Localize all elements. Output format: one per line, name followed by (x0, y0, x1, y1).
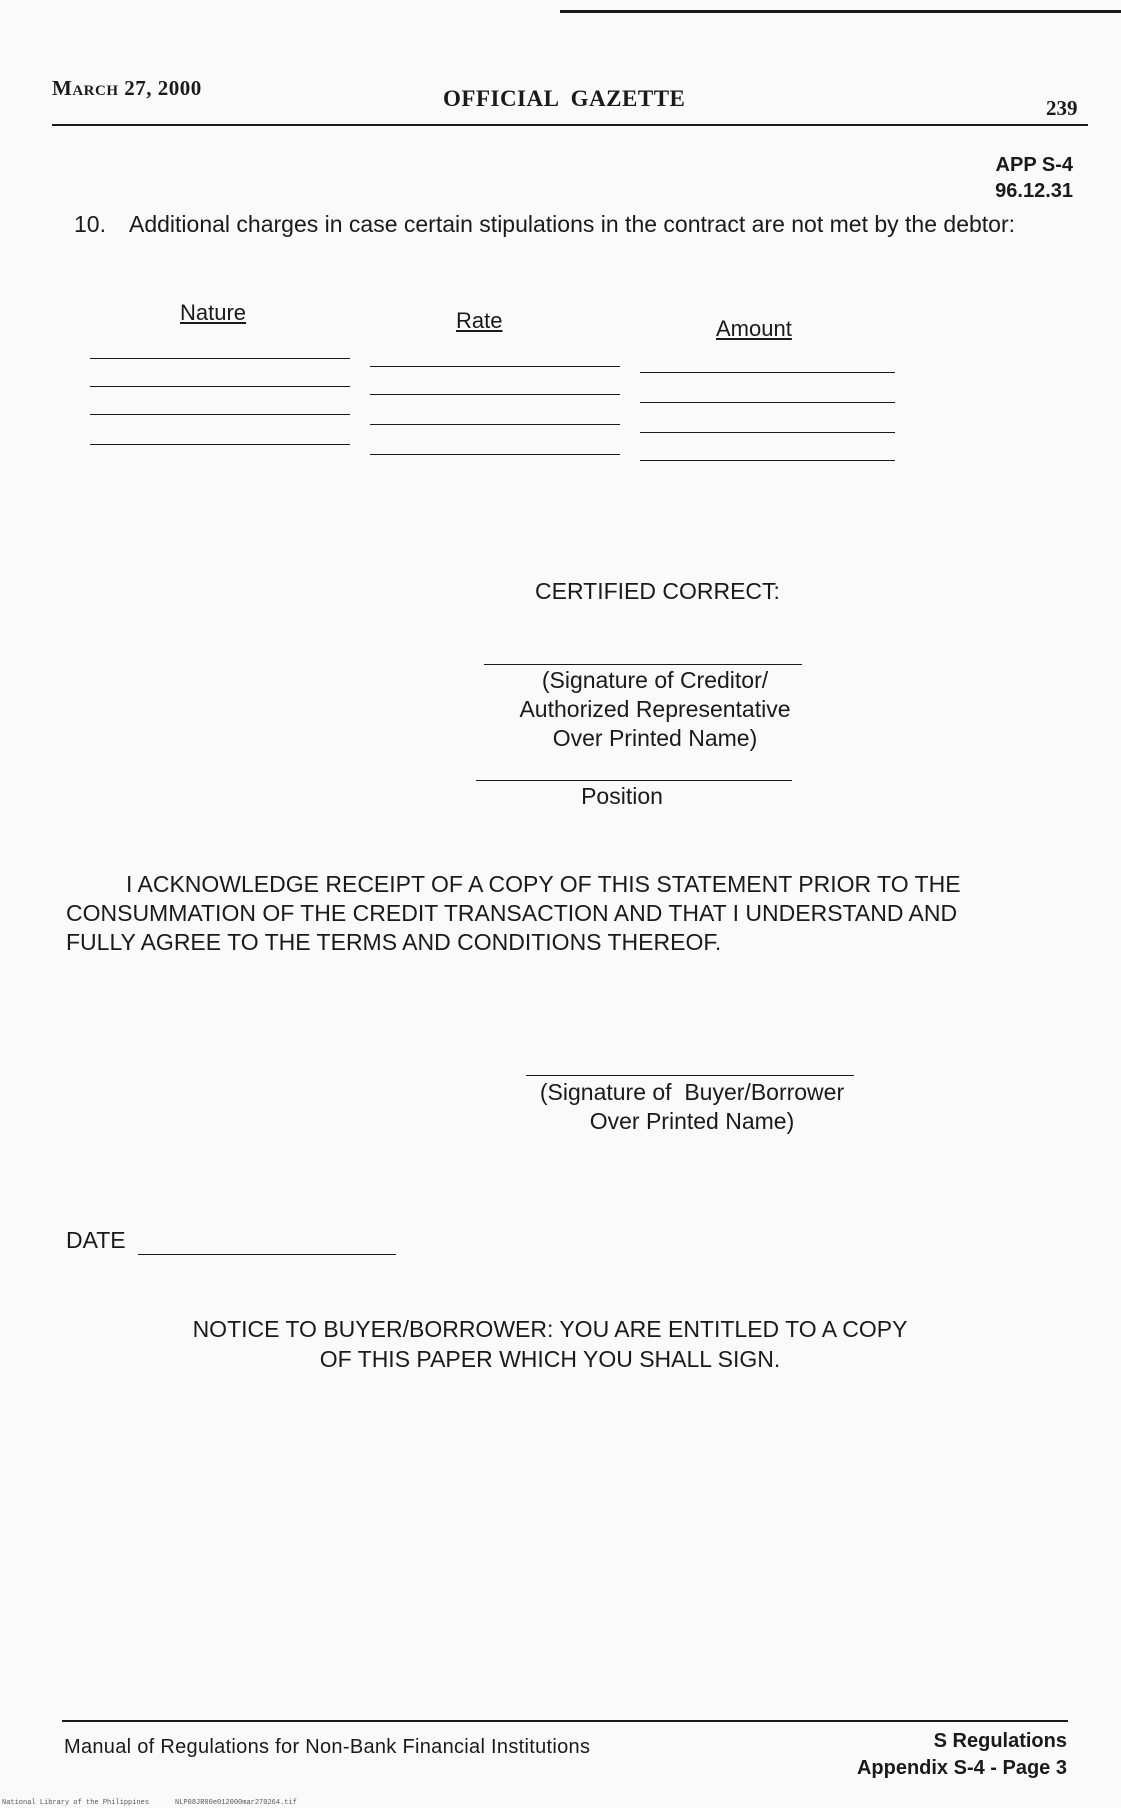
creditor-sig-line: Authorized Representative (519, 696, 791, 722)
item-number: 10. (74, 211, 106, 237)
creditor-signature-line[interactable] (484, 664, 802, 665)
footer-rule (62, 1720, 1068, 1722)
appendix-id: APP S-4 (995, 154, 1073, 176)
scan-library: National Library of the Philippines (2, 1799, 150, 1807)
date-line[interactable] (138, 1254, 396, 1255)
scan-file: NLP08JR00e012000mar270264.tif (175, 1799, 297, 1807)
notice-to-buyer (120, 1314, 980, 1374)
column-header-amount: Amount (716, 316, 792, 341)
footer-regulations: S Regulations (933, 1730, 1067, 1752)
amount-line[interactable] (640, 432, 895, 433)
amount-line[interactable] (640, 460, 895, 461)
buyer-sig-line: (Signature of Buyer/Borrower (539, 1079, 845, 1105)
nature-line[interactable] (90, 444, 350, 445)
footer-page: Appendix S-4 - Page 3 (856, 1757, 1067, 1779)
buyer-signature-line[interactable] (526, 1075, 854, 1076)
acknowledgement-paragraph (66, 870, 1026, 957)
appendix-code (995, 152, 1073, 204)
column-header-rate: Rate (456, 308, 503, 333)
rate-line[interactable] (370, 454, 620, 455)
rate-line[interactable] (370, 394, 620, 395)
ack-line: FULLY AGREE TO THE TERMS AND CONDITIONS THEREOF. (66, 929, 722, 955)
buyer-sig-line: Over Printed Name) (589, 1108, 795, 1134)
position-line[interactable] (476, 780, 792, 781)
nature-line[interactable] (90, 386, 350, 387)
nature-line[interactable] (90, 414, 350, 415)
item-text: Additional charges in case certain stipulations in the contract are not met by the debtor: (129, 211, 1016, 237)
footer-appendix (857, 1728, 1067, 1782)
ack-line: I ACKNOWLEDGE RECEIPT OF A COPY OF THIS STATEMENT PRIOR TO THE (126, 871, 961, 897)
gazette-date: March 27, 2000 (52, 76, 202, 100)
footer-manual-title: Manual of Regulations for Non-Bank Financial Institutions (64, 1736, 591, 1758)
page-number: 239 (1046, 96, 1078, 120)
buyer-signature-caption (516, 1078, 868, 1136)
notice-line: NOTICE TO BUYER/BORROWER: YOU ARE ENTITLED TO A COPY (192, 1316, 908, 1342)
ack-line: CONSUMMATION OF THE CREDIT TRANSACTION AND THAT I UNDERSTAND AND (66, 900, 958, 926)
amount-line[interactable] (640, 372, 895, 373)
rate-line[interactable] (370, 424, 620, 425)
gazette-title: OFFICIAL GAZETTE (443, 86, 686, 111)
creditor-sig-line: (Signature of Creditor/ (541, 667, 769, 693)
column-header-nature: Nature (180, 300, 247, 325)
rate-line[interactable] (370, 366, 620, 367)
position-caption: Position (581, 783, 663, 809)
header-rule (52, 124, 1088, 126)
notice-line: OF THIS PAPER WHICH YOU SHALL SIGN. (319, 1346, 781, 1372)
creditor-sig-line: Over Printed Name) (552, 725, 758, 751)
creditor-signature-caption (480, 666, 830, 753)
date-label: DATE (66, 1227, 126, 1253)
amount-line[interactable] (640, 402, 895, 403)
appendix-date-code: 96.12.31 (995, 180, 1073, 202)
top-edge-bar (560, 0, 1121, 13)
scan-label (2, 1799, 323, 1807)
nature-line[interactable] (90, 358, 350, 359)
certified-correct-heading: CERTIFIED CORRECT: (535, 578, 780, 604)
